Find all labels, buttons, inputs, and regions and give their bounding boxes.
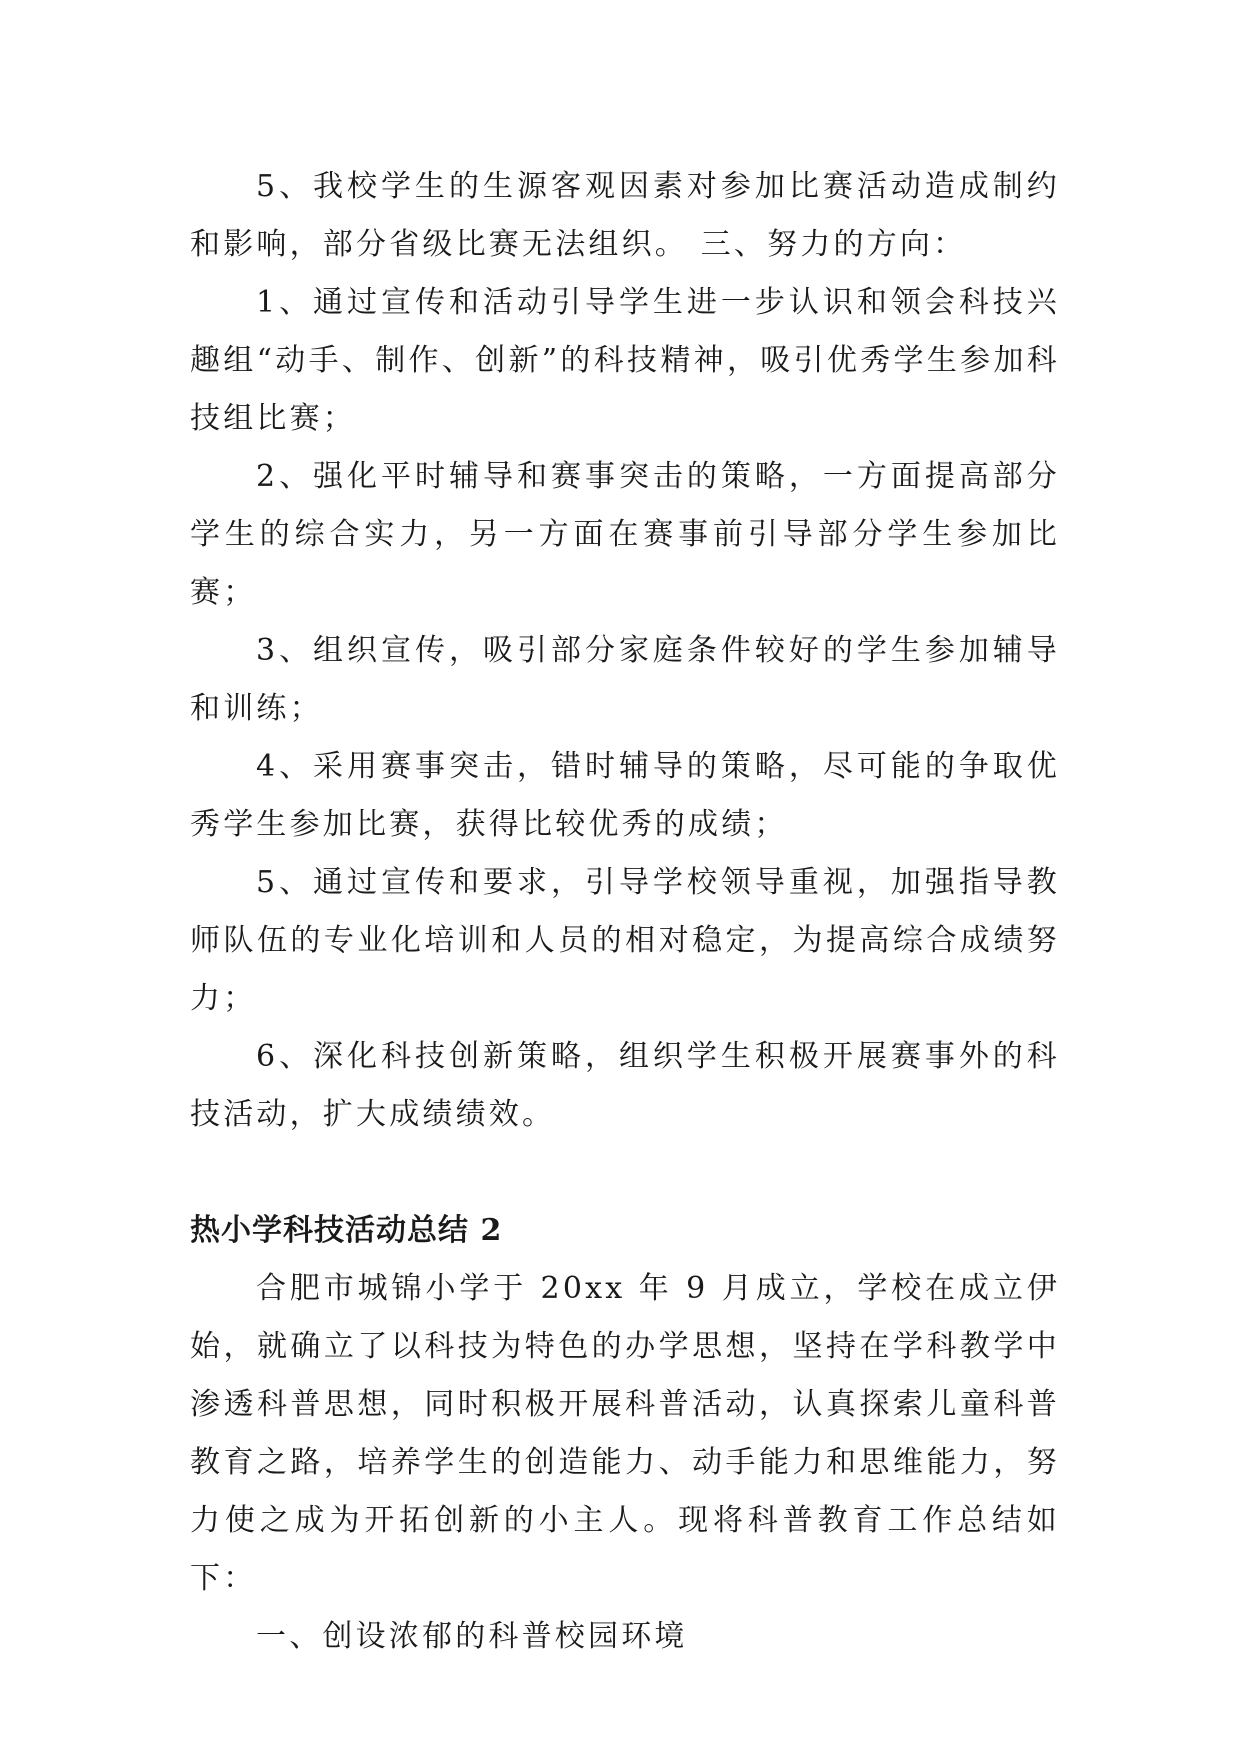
paragraph: 5、我校学生的生源客观因素对参加比赛活动造成制约和影响，部分省级比赛无法组织。 三、努力的方向： (190, 169, 1060, 262)
paragraph: 一、创设浓郁的科普校园环境 (256, 1619, 688, 1654)
paragraph: 合肥市城锦小学于 20xx 年 9 月成立，学校在成立伊始，就确立了以科技为特色的办学思想，坚持在学科教学中渗透科普思想，同时积极开展科普活动，认真探索儿童科普教育之路，培养学生的创造能力、动手能力和思维能力，努力使之成为开拓创新的小主人。现将科普教育工作总结如下： (190, 1271, 1060, 1596)
paragraph: 6、深化科技创新策略，组织学生积极开展赛事外的科技活动，扩大成绩绩效。 (190, 1039, 1060, 1132)
paragraph: 5、通过宣传和要求，引导学校领导重视，加强指导教师队伍的专业化培训和人员的相对稳定，为提高综合成绩努力； (190, 865, 1060, 1016)
paragraph: 2、强化平时辅导和赛事突击的策略，一方面提高部分学生的综合实力，另一方面在赛事前引导部分学生参加比赛； (190, 459, 1060, 610)
paragraph: 4、采用赛事突击，错时辅导的策略，尽可能的争取优秀学生参加比赛，获得比较优秀的成绩； (190, 749, 1060, 842)
section-heading: 热小学科技活动总结 2 (190, 1213, 503, 1248)
document-body (190, 158, 1060, 1666)
paragraph: 3、组织宣传，吸引部分家庭条件较好的学生参加辅导和训练； (190, 633, 1060, 726)
paragraph: 1、通过宣传和活动引导学生进一步认识和领会科技兴趣组“动手、制作、创新”的科技精神，吸引优秀学生参加科技组比赛； (190, 285, 1060, 436)
